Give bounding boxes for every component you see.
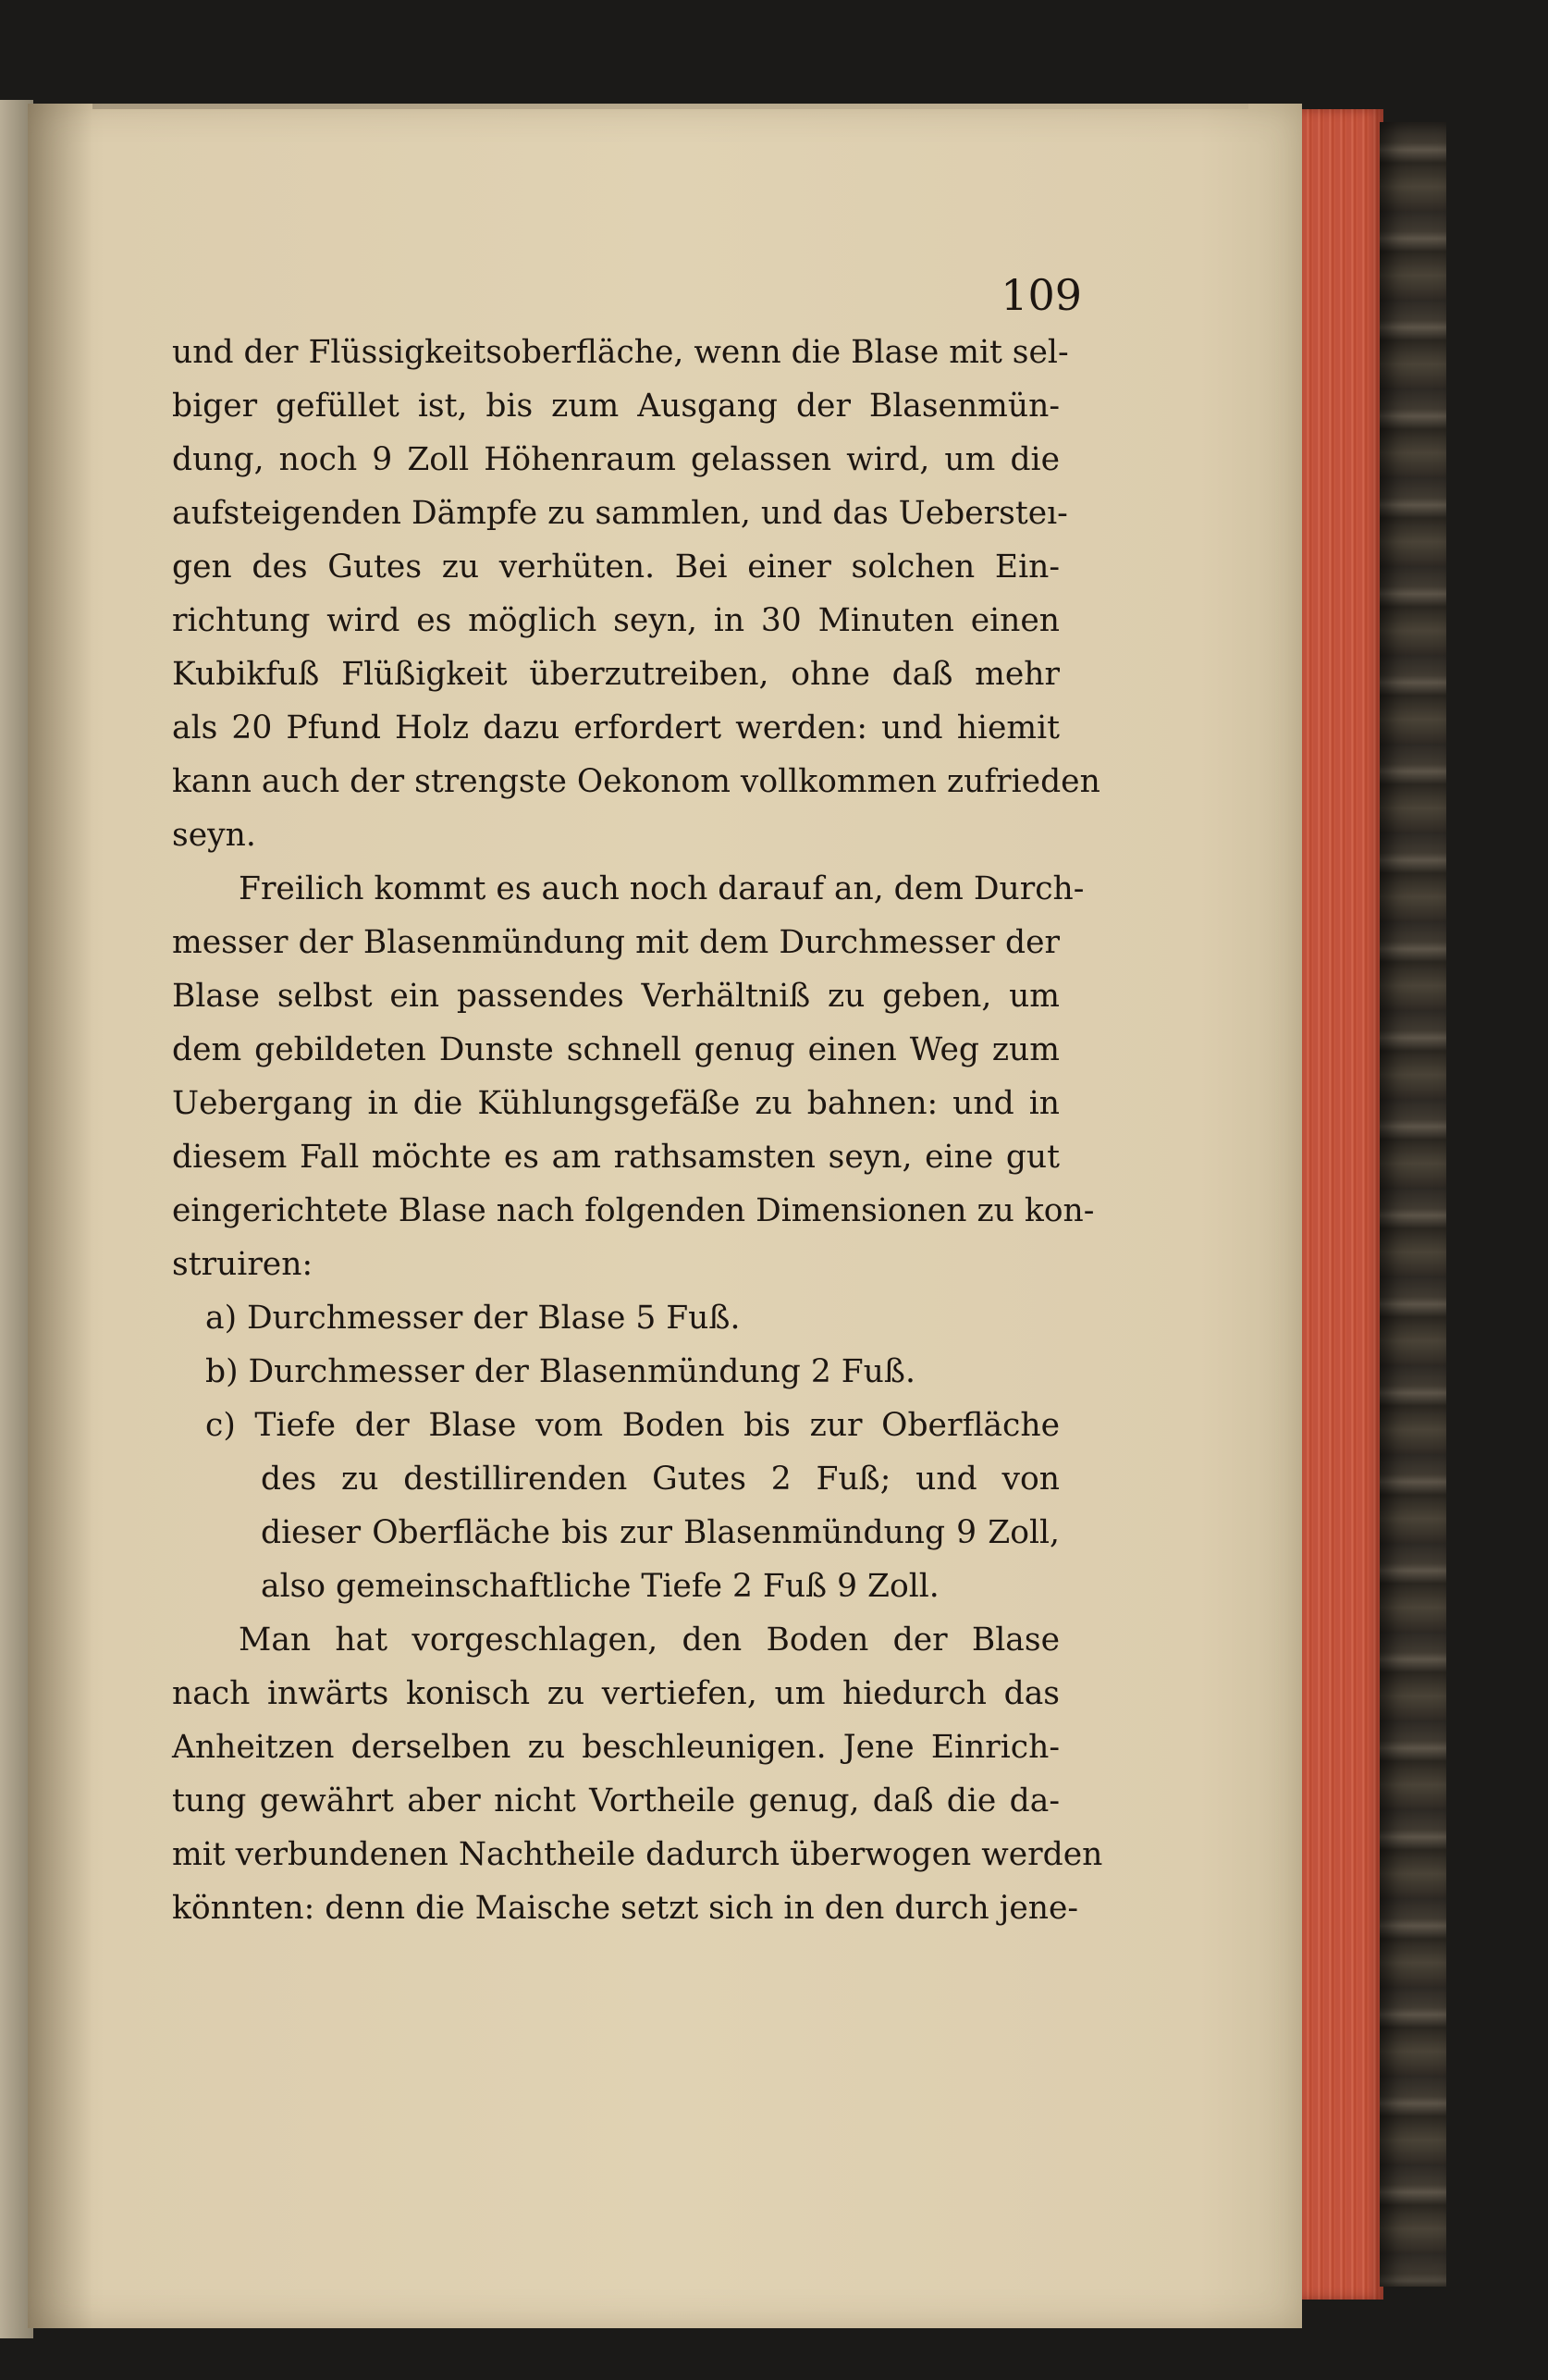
text-line: Uebergang in die Kühlungsgefäße zu bahnen: und in <box>172 1085 1060 1122</box>
text-line: gen des Gutes zu verhüten. Bei einer solchen Ein- <box>172 549 1060 586</box>
gutter-shadow <box>28 104 92 2328</box>
text-line: aufsteigenden Dämpfe zu sammlen, und das Uebersteı- <box>172 495 1068 532</box>
text-line: Anheitzen derselben zu beschleunigen. Jene Einrich- <box>172 1729 1060 1766</box>
text-line: Blase selbst ein passendes Verhältniß zu geben, um <box>172 978 1060 1015</box>
text-line: und der Flüssigkeitsoberfläche, wenn die Blase mit sel- <box>172 334 1069 371</box>
text-line: als 20 Pfund Holz dazu erfordert werden: und hiemit <box>172 709 1060 746</box>
red-page-edges <box>1302 109 1383 2300</box>
text-line: richtung wird es möglich seyn, in 30 Minuten einen <box>172 602 1060 639</box>
text-line: kann auch der strengste Oekonom vollkommen zufrieden <box>172 763 1100 800</box>
text-line: diesem Fall möchte es am rathsamsten seyn, eine gut <box>172 1139 1060 1176</box>
page-top-edge <box>92 104 1248 109</box>
list-item-continuation: dieser Oberfläche bis zur Blasenmündung 9 Zoll, <box>261 1514 1060 1551</box>
list-item-continuation: des zu destillirenden Gutes 2 Fuß; und von <box>261 1461 1060 1498</box>
text-line: tung gewährt aber nicht Vortheile genug, daß die da- <box>172 1782 1060 1819</box>
text-line: seyn. <box>172 817 256 854</box>
text-line: dung, noch 9 Zoll Höhenraum gelassen wird, um die <box>172 441 1060 478</box>
body-text <box>172 326 1103 1935</box>
text-line: mit verbundenen Nachtheile dadurch überwogen werden <box>172 1836 1103 1873</box>
list-item: b) Durchmesser der Blasenmündung 2 Fuß. <box>205 1353 915 1390</box>
text-line: struiren: <box>172 1246 313 1283</box>
text-line: biger gefüllet ist, bis zum Ausgang der Blasenmün- <box>172 388 1060 425</box>
text-line: dem gebildeten Dunste schnell genug einen Weg zum <box>172 1031 1060 1068</box>
text-line: Freilich kommt es auch noch darauf an, dem Durch- <box>239 870 1085 907</box>
list-item-continuation: also gemeinschaftliche Tiefe 2 Fuß 9 Zoll. <box>261 1568 940 1605</box>
text-line: messer der Blasenmündung mit dem Durchmesser der <box>172 924 1060 961</box>
text-line: nach inwärts konisch zu vertiefen, um hiedurch das <box>172 1675 1060 1712</box>
text-line: Kubikfuß Flüßigkeit überzutreiben, ohne daß mehr <box>172 656 1060 693</box>
text-line: Man hat vorgeschlagen, den Boden der Blase <box>239 1622 1060 1659</box>
text-line: eingerichtete Blase nach folgenden Dimensionen zu kon- <box>172 1192 1095 1229</box>
page-number: 109 <box>1001 270 1082 320</box>
list-item: a) Durchmesser der Blase 5 Fuß. <box>205 1300 741 1337</box>
text-line: könnten: denn die Maische setzt sich in den durch jene- <box>172 1890 1079 1927</box>
book-cover-edge <box>1380 122 1446 2287</box>
list-item: c) Tiefe der Blase vom Boden bis zur Oberfläche <box>205 1407 1060 1444</box>
